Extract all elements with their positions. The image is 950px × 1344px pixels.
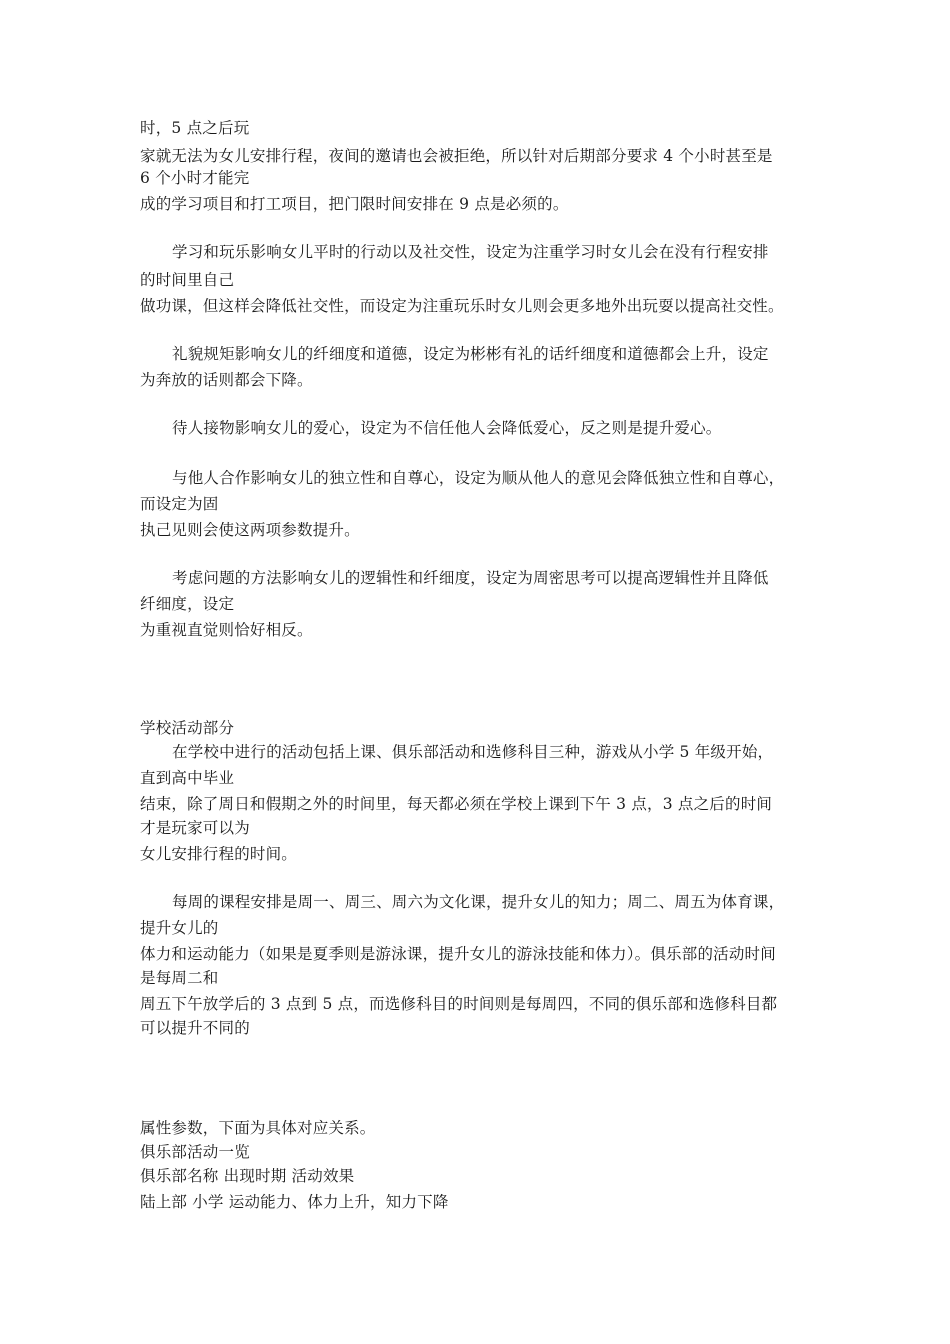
paragraph-first-line: 每周的课程安排是周一、周三、周六为文化课，提升女儿的知力；周二、周五为体育课， <box>172 893 785 911</box>
paragraph-first-line: 与他人合作影响女儿的独立性和自尊心，设定为顺从他人的意见会降低独立性和自尊心， <box>172 469 785 487</box>
text-line: 提升女儿的 <box>140 919 219 937</box>
table-title: 俱乐部活动一览 <box>140 1143 250 1161</box>
text-line: 为奔放的话则都会下降。 <box>140 371 313 389</box>
paragraph-first-line: 在学校中进行的活动包括上课、俱乐部活动和选修科目三种，游戏从小学 5 年级开始， <box>172 743 774 761</box>
section-heading: 学校活动部分 <box>140 719 235 737</box>
text-line: 6 个小时才能完 <box>140 169 250 187</box>
text-line: 做功课，但这样会降低社交性，而设定为注重玩乐时女儿则会更多地外出玩耍以提高社交性。 <box>140 297 784 315</box>
text-line: 可以提升不同的 <box>140 1019 250 1037</box>
text-line: 周五下午放学后的 3 点到 5 点，而选修科目的时间则是每周四，不同的俱乐部和选修科目都 <box>140 995 778 1013</box>
text-line: 成的学习项目和打工项目，把门限时间安排在 9 点是必须的。 <box>140 195 569 213</box>
text-line: 才是玩家可以为 <box>140 819 250 837</box>
text-line: 的时间里自己 <box>140 271 235 289</box>
text-line: 而设定为固 <box>140 495 219 513</box>
text-line: 属性参数，下面为具体对应关系。 <box>140 1119 376 1137</box>
paragraph-first-line: 考虑问题的方法影响女儿的逻辑性和纤细度，设定为周密思考可以提高逻辑性并且降低 <box>172 569 769 587</box>
text-line: 家就无法为女儿安排行程，夜间的邀请也会被拒绝，所以针对后期部分要求 4 个小时甚至是 <box>140 147 773 165</box>
text-line: 为重视直觉则恰好相反。 <box>140 621 313 639</box>
text-line: 是每周二和 <box>140 969 219 987</box>
text-line: 纤细度，设定 <box>140 595 235 613</box>
paragraph-first-line: 礼貌规矩影响女儿的纤细度和道德，设定为彬彬有礼的话纤细度和道德都会上升，设定 <box>172 345 769 363</box>
text-line: 时，5 点之后玩 <box>140 119 250 137</box>
text-line: 女儿安排行程的时间。 <box>140 845 298 863</box>
text-line: 结束，除了周日和假期之外的时间里，每天都必须在学校上课到下午 3 点，3 点之后的时间 <box>140 795 773 813</box>
text-line: 直到高中毕业 <box>140 769 235 787</box>
table-header-row: 俱乐部名称 出现时期 活动效果 <box>140 1167 355 1185</box>
text-line: 体力和运动能力（如果是夏季则是游泳课，提升女儿的游泳技能和体力）。俱乐部的活动时间 <box>140 945 776 963</box>
paragraph-first-line: 待人接物影响女儿的爱心，设定为不信任他人会降低爱心，反之则是提升爱心。 <box>172 419 722 437</box>
table-row: 陆上部 小学 运动能力、体力上升，知力下降 <box>140 1193 449 1211</box>
text-line: 执己见则会使这两项参数提升。 <box>140 521 360 539</box>
paragraph-first-line: 学习和玩乐影响女儿平时的行动以及社交性，设定为注重学习时女儿会在没有行程安排 <box>172 243 769 261</box>
